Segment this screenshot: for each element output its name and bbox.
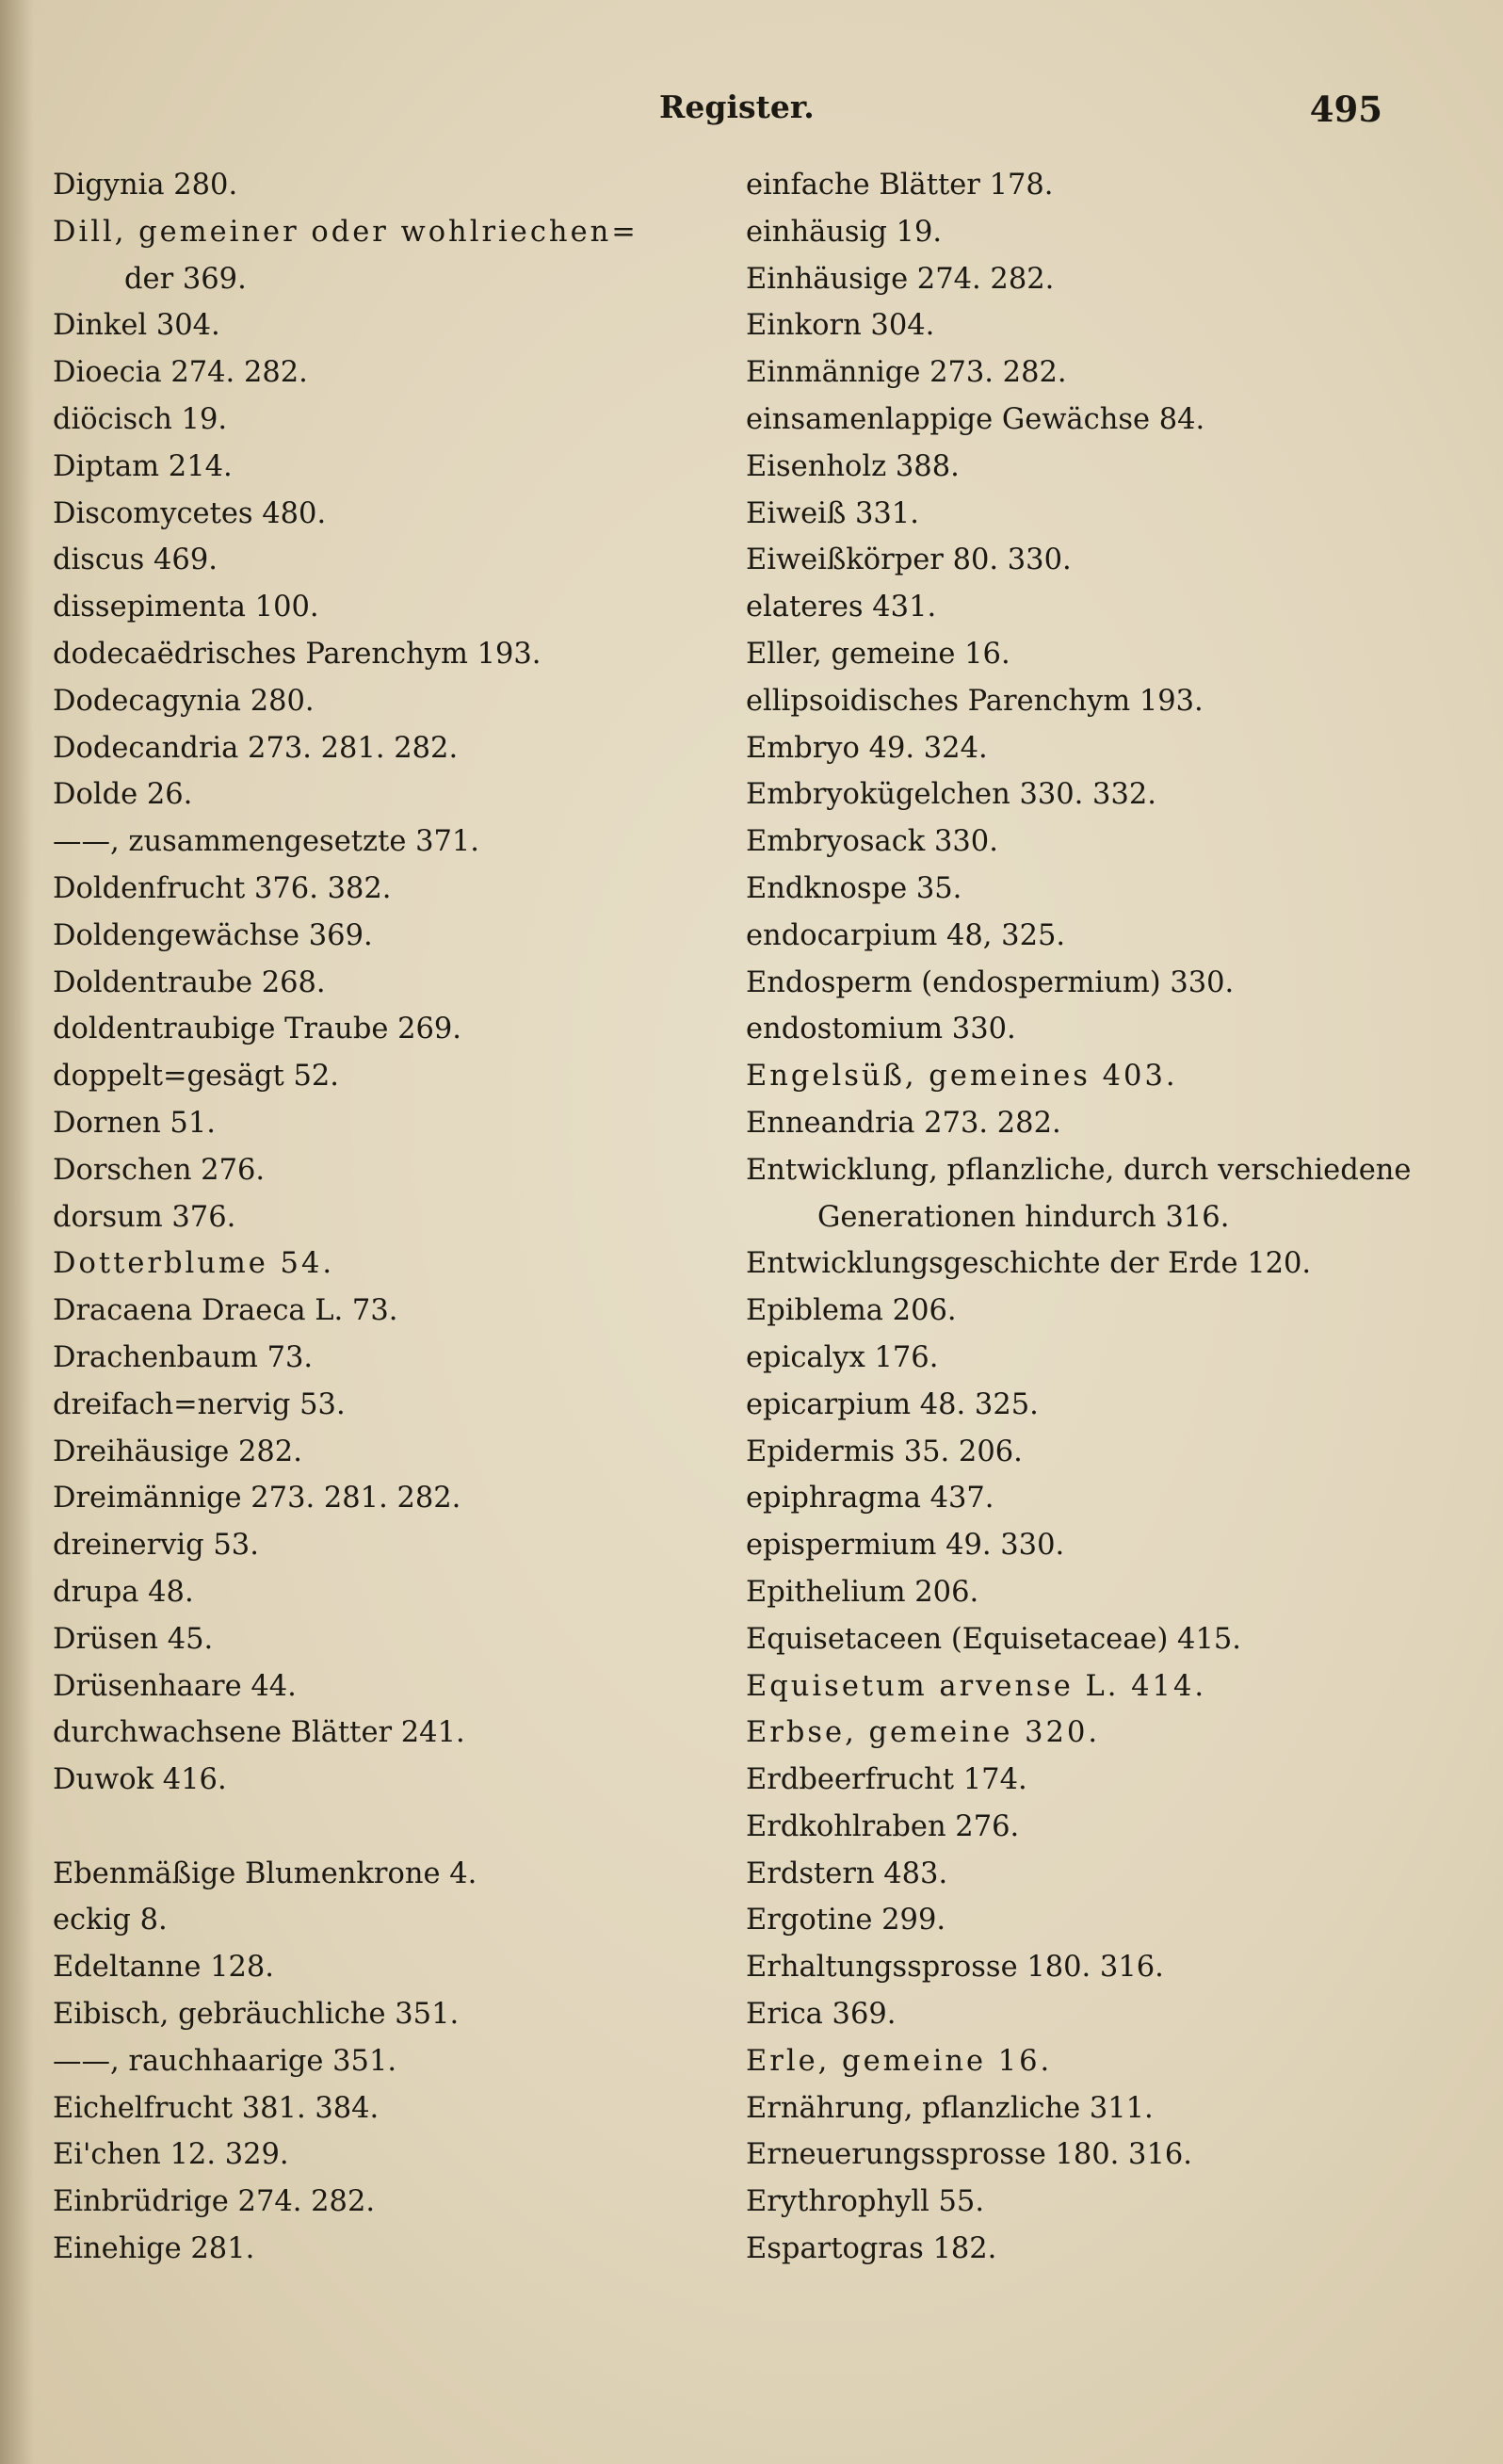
index-entry: Epiblema 206. [746, 1294, 957, 1328]
index-entry: Dioecia 274. 282. [53, 356, 308, 390]
index-entry: Doldengewächse 369. [53, 918, 373, 952]
index-entry: elateres 431. [746, 591, 937, 624]
index-entry: Doldentraube 268. [53, 965, 326, 999]
index-entry: Dolde 26. [53, 778, 193, 812]
index-entry: Drüsen 45. [53, 1622, 214, 1656]
index-entry: Dodecagynia 280. [53, 684, 315, 718]
index-entry: discus 469. [53, 543, 218, 577]
index-entry: einhäusig 19. [746, 215, 943, 249]
index-entry: dreinervig 53. [53, 1529, 259, 1563]
running-title: Register. [659, 89, 815, 125]
index-entry: Diptam 214. [53, 449, 233, 483]
page-number: 495 [1309, 89, 1382, 130]
index-entry: Embryo 49. 324. [746, 731, 988, 765]
index-entry: epiphragma 437. [746, 1482, 994, 1516]
index-entry: Equisetum arvense L. 414. [746, 1669, 1207, 1703]
index-entry: Eibisch, gebräuchliche 351. [53, 1998, 460, 2032]
index-entry: Ernährung, pflanzliche 311. [746, 2091, 1154, 2125]
index-entry: Entwicklungsgeschichte der Erde 120. [746, 1247, 1312, 1281]
index-entry: durchwachsene Blätter 241. [53, 1716, 465, 1750]
index-entry: Entwicklung, pflanzliche, durch verschiedene [746, 1153, 1412, 1187]
index-entry: epicarpium 48. 325. [746, 1387, 1039, 1421]
index-entry: Dornen 51. [53, 1106, 216, 1140]
index-entry: diöcisch 19. [53, 402, 228, 436]
index-entry: Digynia 280. [53, 169, 238, 202]
index-entry: Eichelfrucht 381. 384. [53, 2091, 380, 2125]
index-entry: einfache Blätter 178. [746, 169, 1054, 202]
index-entry: endocarpium 48, 325. [746, 918, 1066, 952]
index-entry: ——, zusammengesetzte 371. [53, 825, 479, 859]
index-entry: endostomium 330. [746, 1013, 1016, 1046]
index-entry: Equisetaceen (Equisetaceae) 415. [746, 1622, 1241, 1656]
index-entry: Discomycetes 480. [53, 496, 327, 530]
index-entry: doldentraubige Traube 269. [53, 1013, 461, 1046]
index-entry: eckig 8. [53, 1904, 168, 1937]
index-entry: Dotterblume 54. [53, 1247, 335, 1281]
index-entry: Eiweißkörper 80. 330. [746, 543, 1072, 577]
index-entry: Erhaltungssprosse 180. 316. [746, 1951, 1164, 1985]
index-entry: Duwok 416. [53, 1763, 227, 1797]
index-entry: Dill, gemeiner oder wohlriechen= [53, 215, 638, 249]
index-entry: Generationen hindurch 316. [817, 1200, 1230, 1234]
right-index-column [746, 162, 1412, 2273]
index-entry: Dodecandria 273. 281. 282. [53, 731, 459, 765]
index-entry: Einmännige 273. 282. [746, 356, 1067, 390]
index-entry: Dinkel 304. [53, 309, 220, 343]
index-entry: Eisenholz 388. [746, 449, 960, 483]
index-entry: Embryokügelchen 330. 332. [746, 778, 1156, 812]
index-entry: Einhäusige 274. 282. [746, 262, 1055, 296]
index-entry: epispermium 49. 330. [746, 1529, 1065, 1563]
index-entry: Endosperm (endospermium) 330. [746, 965, 1235, 999]
index-entry: Epidermis 35. 206. [746, 1435, 1023, 1468]
index-entry: Erica 369. [746, 1998, 897, 2032]
index-entry: Dreimännige 273. 281. 282. [53, 1482, 461, 1516]
index-entry: Erythrophyll 55. [746, 2185, 985, 2219]
index-entry: dissepimenta 100. [53, 591, 319, 624]
index-entry: Einbrüdrige 274. 282. [53, 2185, 376, 2219]
index-entry: Edeltanne 128. [53, 1951, 274, 1985]
index-entry: Einehige 281. [53, 2232, 255, 2266]
index-entry: Eiweiß 331. [746, 496, 919, 530]
index-entry: doppelt=gesägt 52. [53, 1060, 339, 1094]
binding-shadow [0, 0, 34, 2464]
index-spacer [53, 1804, 731, 1851]
index-entry: ——, rauchhaarige 351. [53, 2044, 397, 2078]
index-entry: dodecaëdrisches Parenchym 193. [53, 637, 541, 671]
index-entry: Drüsenhaare 44. [53, 1669, 297, 1703]
index-entry: Ergotine 299. [746, 1904, 946, 1937]
index-entry: Doldenfrucht 376. 382. [53, 871, 392, 905]
page-header [0, 89, 1503, 145]
index-entry: Embryosack 330. [746, 825, 998, 859]
index-entry: drupa 48. [53, 1575, 194, 1609]
index-entry: Dorschen 276. [53, 1153, 266, 1187]
left-index-column [53, 162, 731, 2273]
index-entry: Dreihäusige 282. [53, 1435, 302, 1468]
index-entry: Ebenmäßige Blumenkrone 4. [53, 1856, 477, 1890]
index-entry: Epithelium 206. [746, 1575, 979, 1609]
index-entry: einsamenlappige Gewächse 84. [746, 402, 1205, 436]
index-entry: dorsum 376. [53, 1200, 236, 1234]
index-entry: Erle, gemeine 16. [746, 2044, 1053, 2078]
index-entry: Erneuerungssprosse 180. 316. [746, 2138, 1192, 2172]
index-entry: Erbse, gemeine 320. [746, 1716, 1101, 1750]
index-entry: ellipsoidisches Parenchym 193. [746, 684, 1204, 718]
index-entry: epicalyx 176. [746, 1340, 939, 1374]
index-entry: Endknospe 35. [746, 871, 962, 905]
index-entry: Dracaena Draeca L. 73. [53, 1294, 398, 1328]
index-entry: Eller, gemeine 16. [746, 637, 1010, 671]
index-entry: Erdbeerfrucht 174. [746, 1763, 1027, 1797]
index-entry: Espartogras 182. [746, 2232, 997, 2266]
index-entry: Drachenbaum 73. [53, 1340, 314, 1374]
index-entry: Engelsüß, gemeines 403. [746, 1060, 1178, 1094]
index-entry: Einkorn 304. [746, 309, 935, 343]
index-entry: Enneandria 273. 282. [746, 1106, 1061, 1140]
index-entry: Ei'chen 12. 329. [53, 2138, 289, 2172]
index-entry: Erdkohlraben 276. [746, 1809, 1020, 1843]
index-entry: der 369. [124, 262, 247, 296]
index-entry: Erdstern 483. [746, 1856, 948, 1890]
index-entry: dreifach=nervig 53. [53, 1387, 346, 1421]
